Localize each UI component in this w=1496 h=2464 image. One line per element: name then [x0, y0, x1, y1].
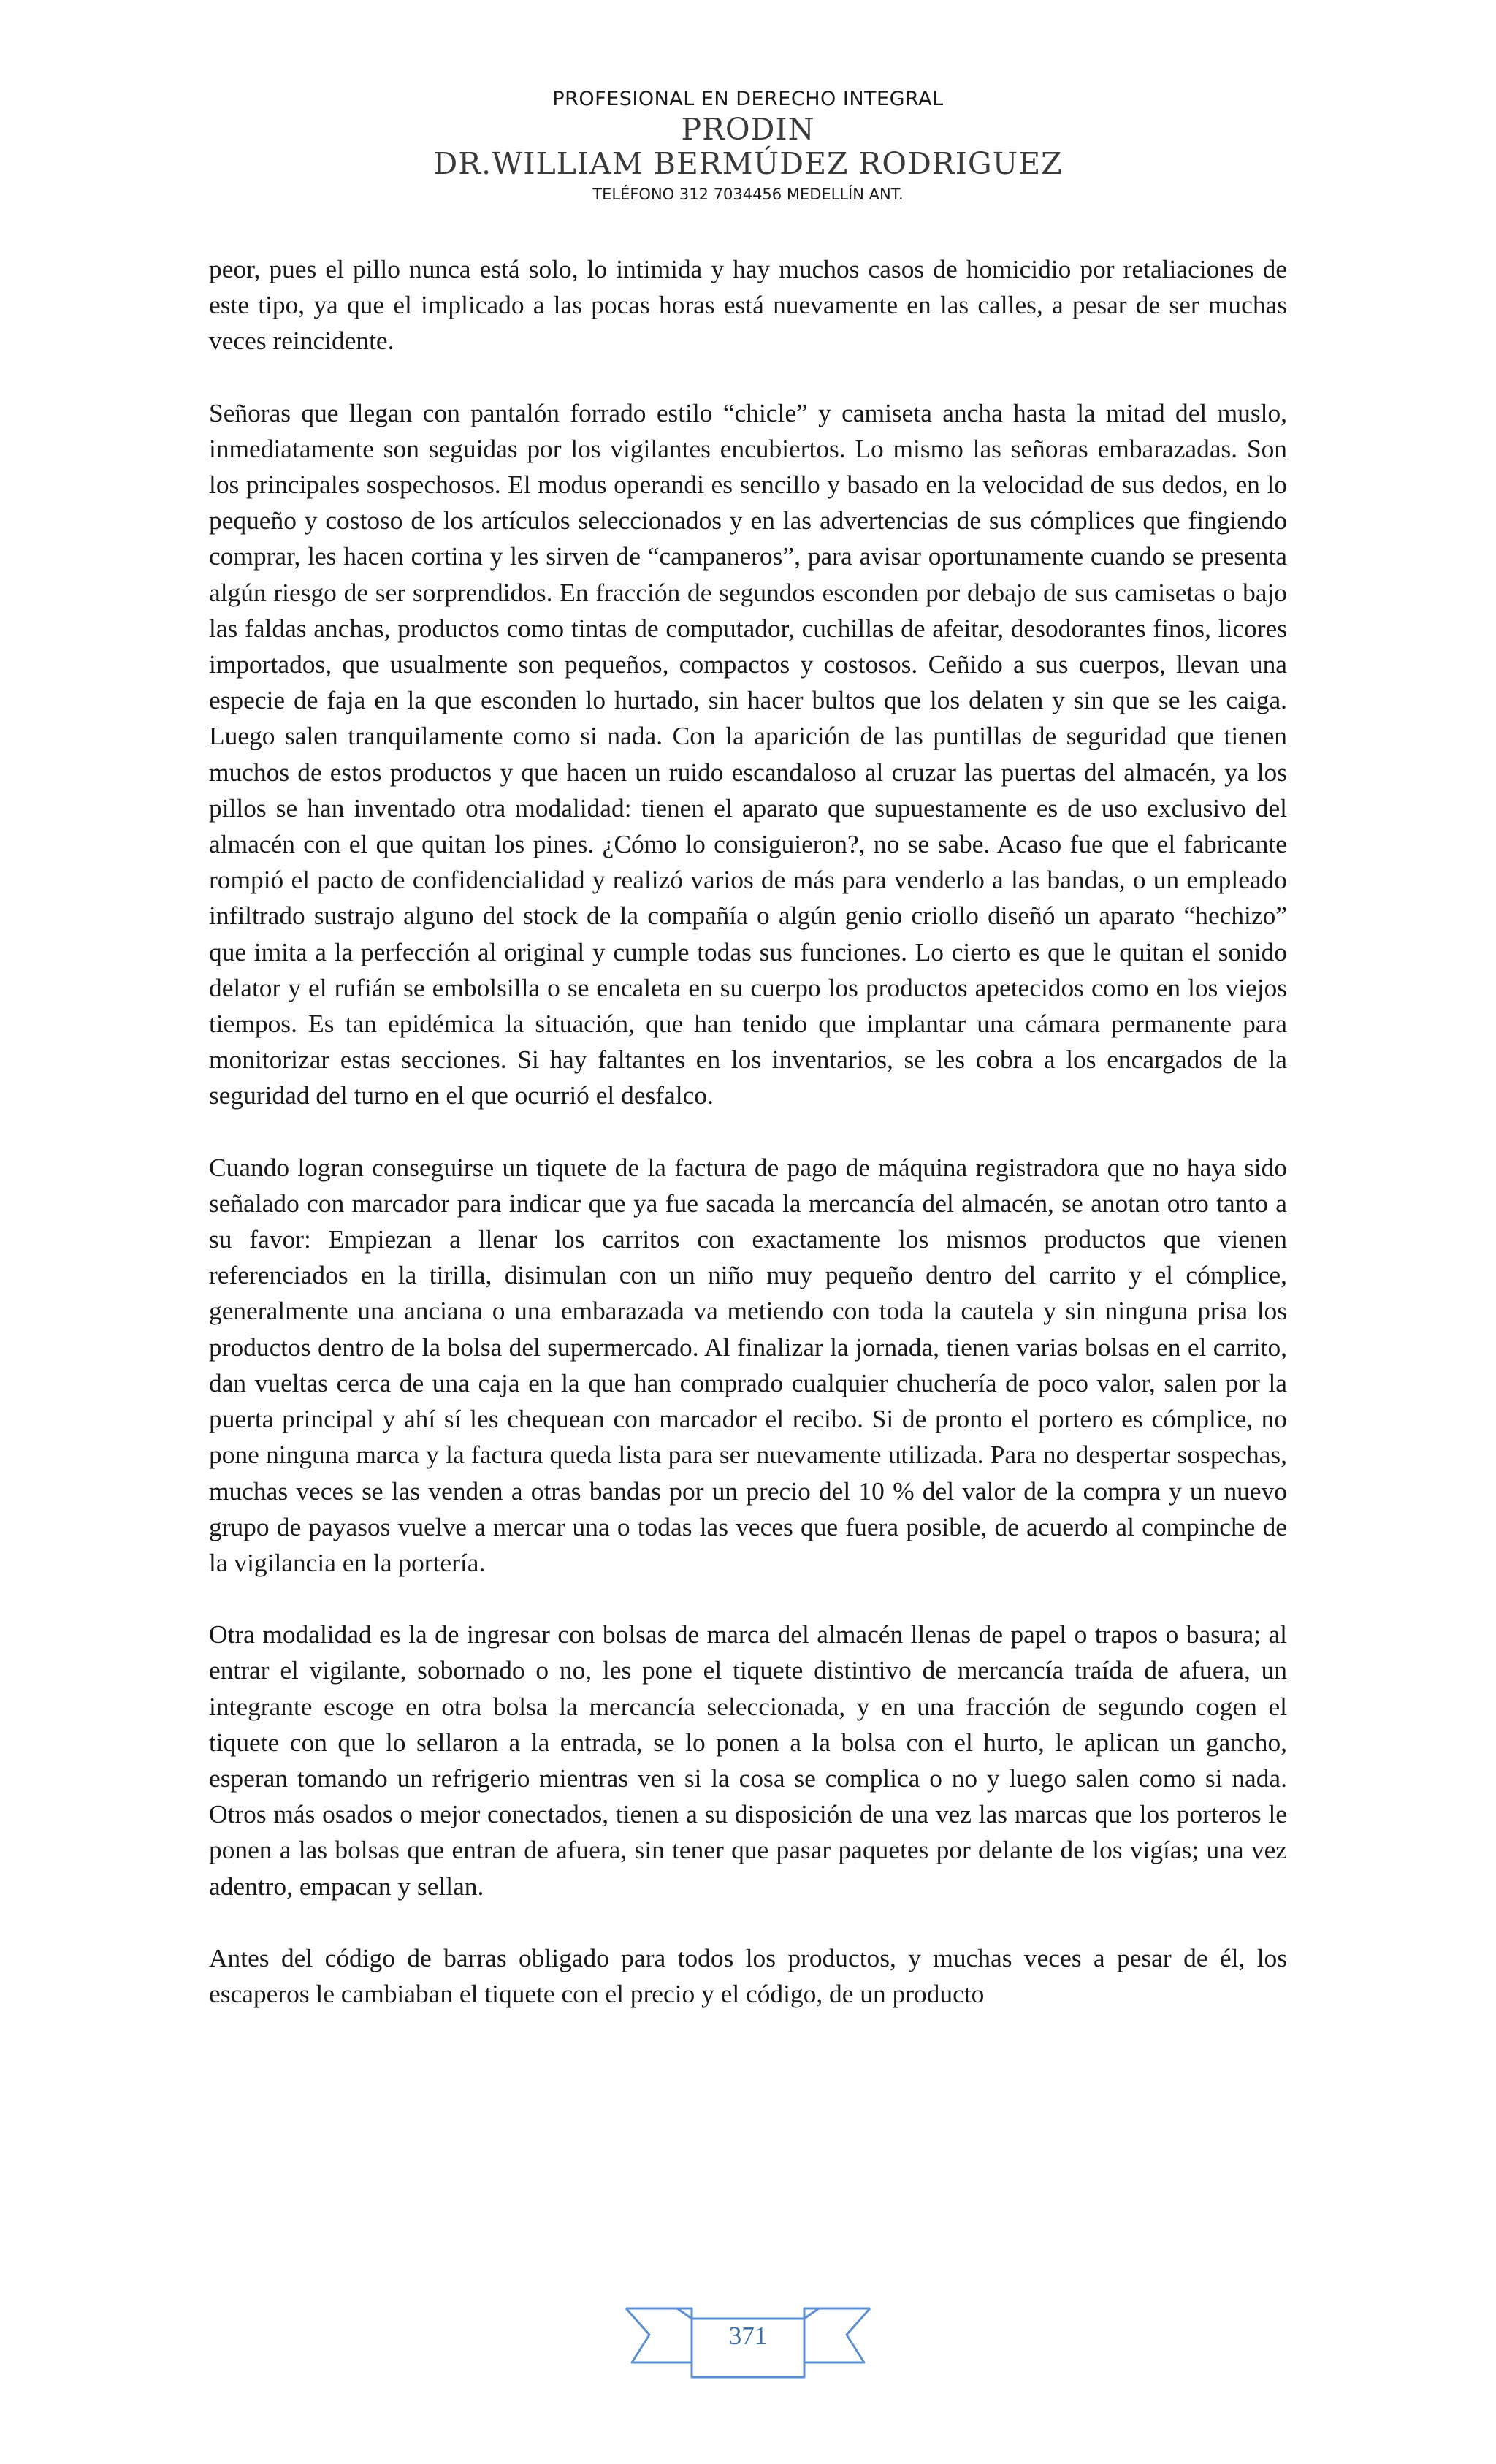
paragraph: Cuando logran conseguirse un tiquete de la factura de pago de máquina registradora que no haya sido señalado con marcador para indicar que ya fue sacada la mercancía del almacén, se anotan otro tanto a su favor: Empiezan a llenar los carritos con exactamente los mismos productos que vienen referenciados en la tirilla, disimulan con un niño muy pequeño dentro del carrito y el cómplice, generalmente una anciana o una embarazada va metiendo con toda la cautela y sin ninguna prisa los productos dentro de la bolsa del supermercado. Al finalizar la jornada, tienen varias bolsas en el carrito, dan vueltas cerca de una caja en la que han comprado cualquier chuchería de poco valor, salen por la puerta principal y ahí sí les chequean con marcador el recibo. Si de pronto el portero es cómplice, no pone ninguna marca y la factura queda lista para ser nuevamente utilizada. Para no despertar sospechas, muchas veces se las venden a otras bandas por un precio del 10 % del valor de la compra y un nuevo grupo de payasos vuelve a mercar una o todas las veces que fuera posible, de acuerdo al compinche de la vigilancia en la portería. [209, 1152, 1287, 1577]
paragraph: Otra modalidad es la de ingresar con bolsas de marca del almacén llenas de papel o trapos o basura; al entrar el vigilante, sobornado o no, les pone el tiquete distintivo de mercancía traída de afuera, un integrante escoge en otra bolsa la mercancía seleccionada, y en una fracción de segundo cogen el tiquete con que lo sellaron a la entrada, se lo ponen a la bolsa con el hurto, le aplican un gancho, esperan tomando un refrigerio mientras ven si la cosa se complica o no y luego salen como si nada. Otros más osados o mejor conectados, tienen a su disposición de una vez las marcas que los porteros le ponen a las bolsas que entran de afuera, sin tener que pasar paquetes por delante de los vigías; una vez adentro, empacan y sellan. [209, 1620, 1287, 1901]
paragraph: Señoras que llegan con pantalón forrado estilo “chicle” y camiseta ancha hasta la mitad del muslo, inmediatamente son seguidas por los vigilantes encubiertos. Lo mismo las señoras embarazadas. Son los principales sospechosos. El modus operandi es sencillo y basado en la velocidad de sus dedos, en lo pequeño y costoso de los artículos seleccionados y en las advertencias de sus cómplices que fingiendo comprar, les hacen cortina y les sirven de “campaneros”, para avisar oportunamente cuando se presenta algún riesgo de ser sorprendidos. En fracción de segundos esconden por debajo de sus camisetas o bajo las faldas anchas, productos como tintas de computador, cuchillas de afeitar, desodorantes finos, licores importados, que usualmente son pequeños, compactos y costosos. Ceñido a sus cuerpos, llevan una especie de faja en la que esconden lo hurtado, sin hacer bultos que los delaten y sin que se les caiga. Luego salen tranquilamente como si nada. Con la aparición de las puntillas de seguridad que tienen muchos de estos productos y que hacen un ruido escandaloso al cruzar las puertas del almacén, ya los pillos se han inventado otra modalidad: tienen el aparato que supuestamente es de uso exclusivo del almacén con el que quitan los pines. ¿Cómo lo consiguieron?, no se sabe. Acaso fue que el fabricante rompió el pacto de confidencialidad y realizó varios de más para venderlo a las bandas, o un empleado infiltrado sustrajo alguno del stock de la compañía o algún genio criollo diseñó un aparato “hechizo” que imita a la perfección al original y cumple todas sus funciones. Lo cierto es que le quitan el sonido delator y el rufián se embolsilla o se encaleta en su cuerpo los productos apetecidos como en los viejos tiempos. Es tan epidémica la situación, que han tenido que implantar una cámara permanente para monitorizar estas secciones. Si hay faltantes en los inventarios, se les cobra a los encargados de la seguridad del turno en el que ocurrió el desfalco. [209, 397, 1287, 1110]
letterhead-acronym: PRODIN [681, 112, 815, 147]
body-text [209, 251, 1287, 2048]
letterhead-name: DR.WILLIAM BERMÚDEZ RODRIGUEZ [433, 146, 1063, 181]
page-number-banner [625, 2301, 871, 2387]
letterhead [0, 86, 1496, 207]
letterhead-profession: PROFESIONAL EN DERECHO INTEGRAL [552, 88, 944, 110]
letterhead-phone: TELÉFONO 312 7034456 MEDELLÍN ANT. [592, 186, 904, 203]
paragraph: Antes del código de barras obligado para todos los productos, y muchas veces a pesar de él, los escaperos le cambiaban el tiquete con el precio y el código, de un producto [209, 1942, 1287, 2008]
paragraph: peor, pues el pillo nunca está solo, lo intimida y hay muchos casos de homicidio por retaliaciones de este tipo, ya que el implicado a las pocas horas está nuevamente en las calles, a pesar de ser muchas veces reincidente. [209, 254, 1287, 356]
page-number: 371 [728, 2322, 768, 2350]
